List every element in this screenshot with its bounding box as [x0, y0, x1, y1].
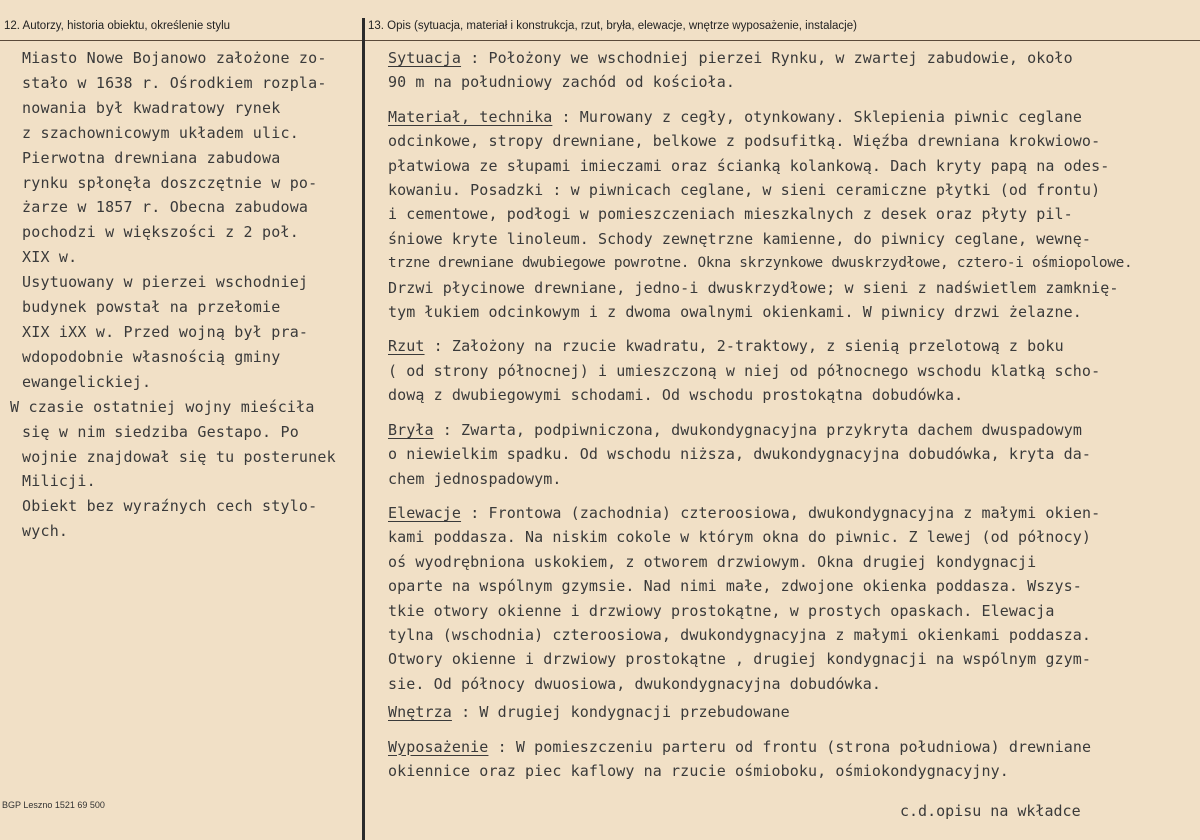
- history-line: żarze w 1857 r. Obecna zabudowa: [22, 198, 309, 217]
- section-line: dową z dwubiegowymi schodami. Od wschodu prostokątna dobudówka.: [388, 386, 964, 405]
- history-line: budynek powstał na przełomie: [22, 298, 281, 317]
- section-line: : Założony na rzucie kwadratu, 2-traktowy, z sienią przelotową z boku: [433, 337, 1064, 356]
- section-line: kowaniu. Posadzki : w piwnicach ceglane, w sieni ceramiczne płytki (od frontu): [388, 181, 1101, 200]
- section-line: tylna (wschodnia) czteroosiowa, dwukondygnacyjna z małymi okienkami poddasza.: [388, 625, 1092, 644]
- section-line: kami poddasza. Na niskim cokole w którym okna do piwnic. Z lewej (od północy): [388, 528, 1092, 547]
- section-label: Rzut: [388, 337, 425, 356]
- printer-imprint: BGP Leszno 1521 69 500: [2, 800, 105, 810]
- history-line: W czasie ostatniej wojny mieściła: [10, 397, 315, 416]
- section-line: : Murowany z cegły, otynkowany. Sklepienia piwnic ceglane: [561, 107, 1082, 126]
- history-line: Miasto Nowe Bojanowo założone zo-: [22, 49, 327, 67]
- section-line: płatwiowa ze słupami imieczami oraz ścianką kolankową. Dach kryty papą na odes-: [388, 156, 1110, 175]
- section-material-technika: [388, 105, 1196, 325]
- section-line: o niewielkim spadku. Od wschodu niższa, dwukondygnacyjna dobudówka, kryta da-: [388, 445, 1092, 464]
- section-label: Bryła: [388, 420, 434, 439]
- header-left: 12. Autorzy, historia obiektu, określenie stylu: [4, 20, 231, 32]
- section-label: Elewacje: [388, 503, 462, 522]
- history-line: wdopodobnie własnością gminy: [22, 347, 281, 366]
- section-sytuacja: [388, 46, 1196, 95]
- section-wnetrza: [388, 700, 1196, 724]
- history-line: z szachownicowym układem ulic.: [22, 123, 299, 142]
- history-line: XIX iXX w. Przed wojną był pra-: [22, 322, 309, 341]
- section-line: Otwory okienne i drzwiowy prostokątne , drugiej kondygnacji na wspólnym gzym-: [388, 650, 1092, 669]
- section-line: śniowe kryte linoleum. Schody zewnętrzne kamienne, do piwnicy ceglane, wewnę-: [388, 229, 1092, 248]
- history-line: Pierwotna drewniana zabudowa: [22, 148, 281, 167]
- section-label: Materiał, technika: [388, 107, 553, 126]
- continuation-note: c.d.opisu na wkładce: [900, 802, 1081, 820]
- history-line: wych.: [22, 522, 69, 541]
- description-column: [388, 46, 1196, 793]
- section-line: 90 m na południowy zachód od kościoła.: [388, 73, 735, 92]
- section-line: odcinkowe, stropy drewniane, belkowe z podsufitką. Więźba drewniana krokwiowo-: [388, 132, 1101, 151]
- history-line: Obiekt bez wyraźnych cech stylo-: [22, 497, 318, 516]
- section-label: Wyposażenie: [388, 737, 489, 756]
- section-line: : W pomieszczeniu parteru od frontu (strona południowa) drewniane: [497, 737, 1092, 756]
- history-line: Usytuowany w pierzei wschodniej: [22, 273, 309, 292]
- section-line: oś wyodrębniona uskokiem, z otworem drzwiowym. Okna drugiej kondygnacji: [388, 552, 1037, 571]
- section-line: tym łukiem odcinkowym i z dwoma owalnymi okienkami. W piwnicy drzwi żelazne.: [388, 303, 1082, 322]
- history-line: Milicji.: [22, 472, 96, 491]
- history-line: wojnie znajdował się tu posterunek: [22, 447, 336, 466]
- section-line: okiennice oraz piec kaflowy na rzucie ośmioboku, ośmiokondygnacyjny.: [388, 761, 1009, 780]
- section-elewacje: [388, 501, 1196, 696]
- header-divider: [0, 40, 1200, 41]
- section-line: tkie otwory okienne i drzwiowy prostokątne, w prostych opaskach. Elewacja: [388, 601, 1055, 620]
- section-line: : Zwarta, podpiwniczona, dwukondygnacyjna przykryta dachem dwuspadowym: [442, 420, 1082, 439]
- section-line: : W drugiej kondygnacji przebudowane: [461, 703, 790, 722]
- history-column: [10, 46, 362, 544]
- history-line: pochodzi w większości z 2 poł.: [22, 223, 299, 242]
- section-line: Drzwi płycinowe drewniane, jedno-i dwuskrzydłowe; w sieni z nadświetlem zamknię-: [388, 278, 1119, 297]
- section-line: i cementowe, podłogi w pomieszczeniach mieszkalnych z desek oraz płyty pil-: [388, 205, 1073, 224]
- section-rzut: [388, 334, 1196, 407]
- section-line: oparte na wspólnym gzymsie. Nad nimi małe, zdwojone okienka poddasza. Wszys-: [388, 577, 1082, 596]
- history-line: nowania był kwadratowy rynek: [22, 98, 281, 117]
- history-line: się w nim siedziba Gestapo. Po: [22, 422, 299, 441]
- column-divider: [362, 18, 365, 840]
- history-line: ewangelickiej.: [22, 372, 152, 391]
- section-label: Wnętrza: [388, 703, 452, 722]
- section-bryla: [388, 418, 1196, 491]
- section-line: chem jednospadowym.: [388, 469, 562, 488]
- section-line: : Frontowa (zachodnia) czteroosiowa, dwukondygnacyjna z małymi okien-: [470, 503, 1101, 522]
- section-wyposazenie: [388, 735, 1196, 784]
- header-right: 13. Opis (sytuacja, materiał i konstrukcja, rzut, bryła, elewacje, wnętrze wyposażenie, instalacje): [368, 20, 857, 32]
- section-line: : Położony we wschodniej pierzei Rynku, w zwartej zabudowie, około: [470, 49, 1073, 67]
- history-line: XIX w.: [22, 248, 78, 267]
- section-line: sie. Od północy dwuosiowa, dwukondygnacyjna dobudówka.: [388, 674, 882, 693]
- history-line: rynku spłonęła doszczętnie w po-: [22, 173, 318, 192]
- section-line: ( od strony północnej) i umieszczoną w niej od północnego wschodu klatką scho-: [388, 361, 1101, 380]
- history-line: stało w 1638 r. Ośrodkiem rozpla-: [22, 73, 327, 92]
- section-line: trzne drewniane dwubiegowe powrotne. Okna skrzynkowe dwuskrzydłowe, cztero-i ośmiopolowe.: [388, 255, 1133, 272]
- section-label: Sytuacja: [388, 49, 462, 67]
